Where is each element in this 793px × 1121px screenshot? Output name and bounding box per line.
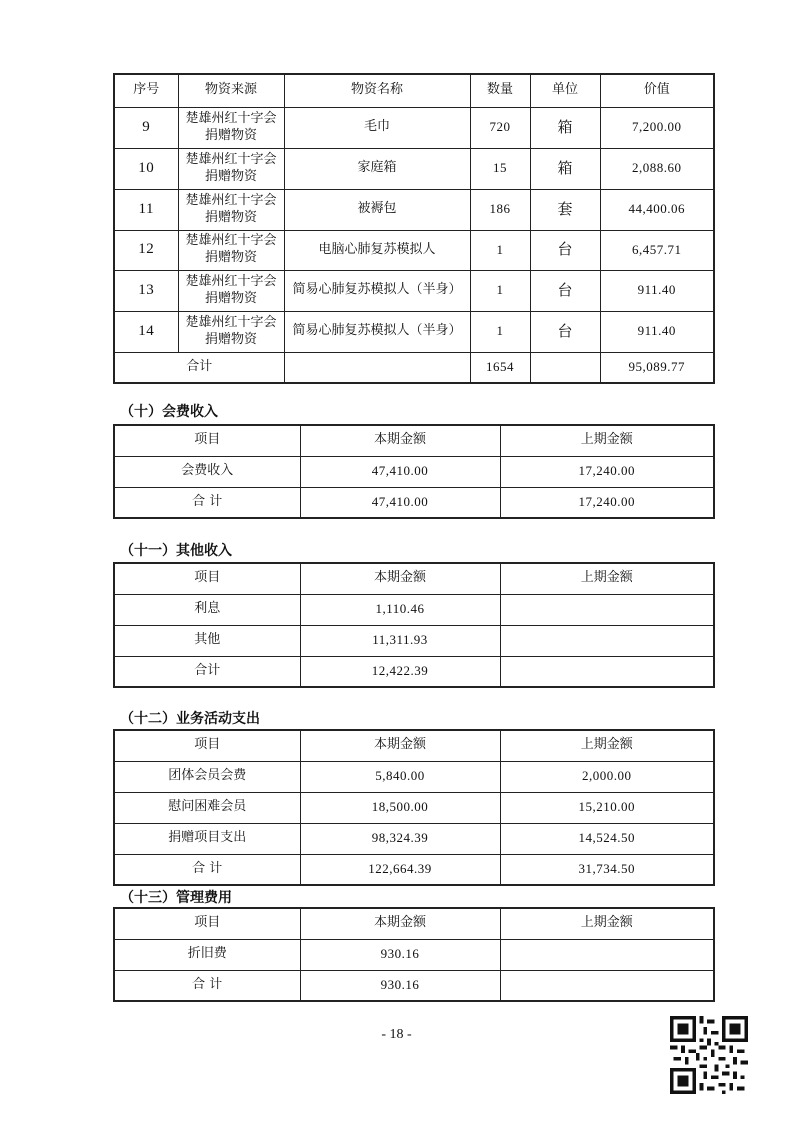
total-row (114, 487, 714, 518)
header-cell: 物资来源 (178, 74, 284, 107)
header-cell: 序号 (114, 74, 178, 107)
current-amount-cell: 47,410.00 (300, 456, 500, 487)
table-row (114, 148, 714, 189)
table-row (114, 107, 714, 148)
item-cell: 合计 (114, 656, 300, 687)
current-amount-cell: 11,311.93 (300, 625, 500, 656)
item-cell: 合 计 (114, 854, 300, 885)
row-no: 12 (114, 230, 178, 270)
row-qty: 1 (470, 230, 530, 270)
prior-amount-cell (500, 656, 714, 687)
page-number: - 18 - (381, 1027, 412, 1042)
row-no: 13 (114, 270, 178, 311)
row-unit: 箱 (530, 107, 600, 148)
row-qty: 1 (470, 311, 530, 352)
total-empty-cell (284, 352, 470, 383)
header-cell: 项目 (114, 908, 300, 939)
header-cell: 单位 (530, 74, 600, 107)
total-value: 95,089.77 (600, 352, 714, 383)
table-row (114, 625, 714, 656)
row-source: 楚雄州红十字会 捐赠物资 (178, 270, 284, 311)
other-income-table (113, 562, 715, 688)
prior-amount-cell: 17,240.00 (500, 487, 714, 518)
header-cell: 本期金额 (300, 730, 500, 761)
row-source: 楚雄州红十字会 捐赠物资 (178, 311, 284, 352)
section-title-admin-expenses: （十三）管理费用 (120, 890, 232, 906)
table-row (114, 311, 714, 352)
row-name: 家庭箱 (284, 148, 470, 189)
header-cell: 价值 (600, 74, 714, 107)
current-amount-cell: 98,324.39 (300, 823, 500, 854)
table-row (114, 823, 714, 854)
header-cell: 项目 (114, 425, 300, 456)
row-unit: 台 (530, 270, 600, 311)
table-row (114, 939, 714, 970)
row-source: 楚雄州红十字会 捐赠物资 (178, 107, 284, 148)
row-value: 7,200.00 (600, 107, 714, 148)
header-cell: 项目 (114, 730, 300, 761)
table-row (114, 189, 714, 230)
table-row (114, 594, 714, 625)
row-value: 911.40 (600, 311, 714, 352)
row-qty: 186 (470, 189, 530, 230)
prior-amount-cell: 15,210.00 (500, 792, 714, 823)
item-cell: 利息 (114, 594, 300, 625)
row-value: 2,088.60 (600, 148, 714, 189)
qr-code-icon (670, 1016, 748, 1094)
current-amount-cell: 122,664.39 (300, 854, 500, 885)
row-qty: 1 (470, 270, 530, 311)
row-source: 楚雄州红十字会 捐赠物资 (178, 189, 284, 230)
current-amount-cell: 47,410.00 (300, 487, 500, 518)
row-no: 11 (114, 189, 178, 230)
table-header-row (114, 730, 714, 761)
row-value: 44,400.06 (600, 189, 714, 230)
row-no: 9 (114, 107, 178, 148)
prior-amount-cell: 14,524.50 (500, 823, 714, 854)
membership-income-table (113, 424, 715, 519)
row-no: 14 (114, 311, 178, 352)
section-title-other-income: （十一）其他收入 (120, 543, 232, 559)
item-cell: 慰问困难会员 (114, 792, 300, 823)
total-row (114, 352, 714, 383)
row-unit: 台 (530, 311, 600, 352)
row-unit: 箱 (530, 148, 600, 189)
total-empty-cell (530, 352, 600, 383)
row-name: 电脑心肺复苏模拟人 (284, 230, 470, 270)
table-header-row (114, 74, 714, 107)
header-cell: 数量 (470, 74, 530, 107)
row-qty: 15 (470, 148, 530, 189)
prior-amount-cell (500, 939, 714, 970)
table-row (114, 230, 714, 270)
table-row (114, 456, 714, 487)
current-amount-cell: 18,500.00 (300, 792, 500, 823)
donation-items-table (113, 73, 715, 384)
item-cell: 会费收入 (114, 456, 300, 487)
current-amount-cell: 930.16 (300, 970, 500, 1001)
row-name: 被褥包 (284, 189, 470, 230)
row-no: 10 (114, 148, 178, 189)
header-cell: 本期金额 (300, 425, 500, 456)
header-cell: 上期金额 (500, 563, 714, 594)
header-cell: 上期金额 (500, 730, 714, 761)
table-header-row (114, 563, 714, 594)
total-row (114, 854, 714, 885)
item-cell: 其他 (114, 625, 300, 656)
total-qty: 1654 (470, 352, 530, 383)
row-source: 楚雄州红十字会 捐赠物资 (178, 230, 284, 270)
header-cell: 上期金额 (500, 425, 714, 456)
row-unit: 台 (530, 230, 600, 270)
section-title-membership-income: （十）会费收入 (120, 404, 218, 420)
table-header-row (114, 908, 714, 939)
prior-amount-cell: 31,734.50 (500, 854, 714, 885)
row-value: 911.40 (600, 270, 714, 311)
header-cell: 物资名称 (284, 74, 470, 107)
table-row (114, 761, 714, 792)
section-title-business-expenses: （十二）业务活动支出 (120, 711, 260, 727)
table-row (114, 270, 714, 311)
item-cell: 折旧费 (114, 939, 300, 970)
prior-amount-cell (500, 625, 714, 656)
item-cell: 合 计 (114, 970, 300, 1001)
header-cell: 本期金额 (300, 563, 500, 594)
row-name: 简易心肺复苏模拟人（半身） (284, 270, 470, 311)
item-cell: 捐赠项目支出 (114, 823, 300, 854)
prior-amount-cell: 17,240.00 (500, 456, 714, 487)
business-expenses-table (113, 729, 715, 886)
total-row (114, 656, 714, 687)
table-header-row (114, 425, 714, 456)
prior-amount-cell (500, 594, 714, 625)
table-row (114, 792, 714, 823)
total-row (114, 970, 714, 1001)
header-cell: 项目 (114, 563, 300, 594)
current-amount-cell: 5,840.00 (300, 761, 500, 792)
row-qty: 720 (470, 107, 530, 148)
header-cell: 上期金额 (500, 908, 714, 939)
item-cell: 团体会员会费 (114, 761, 300, 792)
prior-amount-cell: 2,000.00 (500, 761, 714, 792)
header-cell: 本期金额 (300, 908, 500, 939)
current-amount-cell: 930.16 (300, 939, 500, 970)
item-cell: 合 计 (114, 487, 300, 518)
row-name: 简易心肺复苏模拟人（半身） (284, 311, 470, 352)
row-source: 楚雄州红十字会 捐赠物资 (178, 148, 284, 189)
prior-amount-cell (500, 970, 714, 1001)
admin-expenses-table (113, 907, 715, 1002)
current-amount-cell: 12,422.39 (300, 656, 500, 687)
current-amount-cell: 1,110.46 (300, 594, 500, 625)
row-unit: 套 (530, 189, 600, 230)
total-label: 合计 (114, 352, 284, 383)
row-name: 毛巾 (284, 107, 470, 148)
row-value: 6,457.71 (600, 230, 714, 270)
